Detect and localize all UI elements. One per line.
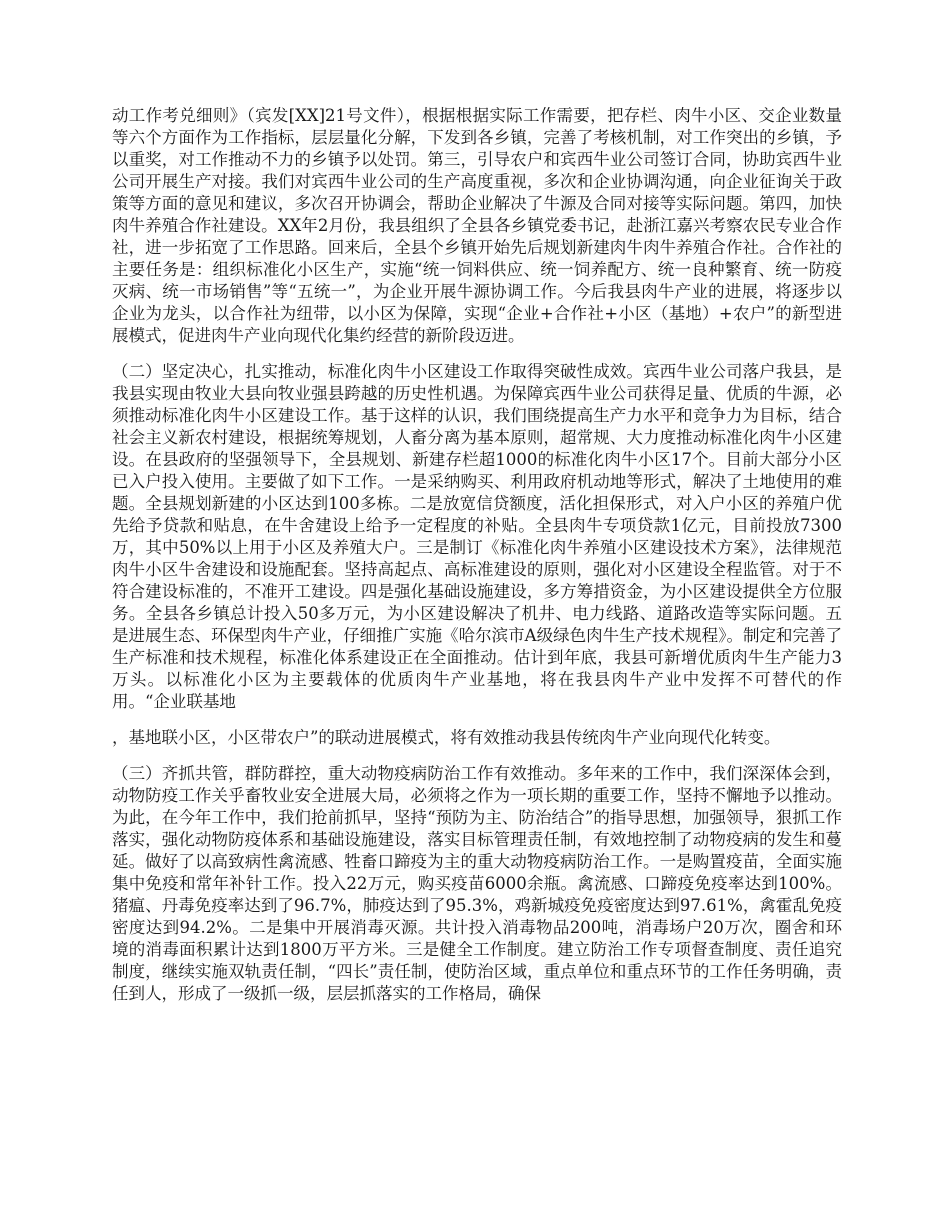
paragraph-4: （三）齐抓共管，群防群控，重大动物疫病防治工作有效推动。多年来的工作中，我们深深体会到，动物防疫工作关乎畜牧业安全进展大局，必须将之作为一项长期的重要工作，坚持不懈地予以推动。为此，在今年工作中，我们抢前抓早，坚持“预防为主、防治结合”的指导思想，加强领导，狠抓工作落实，强化动物防疫体系和基础设施建设，落实目标管理责任制，有效地控制了动物疫病的发生和蔓延。做好了以高致病性禽流感、牲畜口蹄疫为主的重大动物疫病防治工作。一是购置疫苗，全面实施集中免疫和常年补针工作。投入22万元，购买疫苗6000余瓶。禽流感、口蹄疫免疫率达到100%。猪瘟、丹毒免疫率达到了96.7%，肺疫达到了95.3%，鸡新城疫免疫密度达到97.61%，禽霍乱免疫密度达到94.2%。二是集中开展消毒灭源。共计投入消毒物品200吨，消毒场户20万次，圈舍和环境的消毒面积累计达到1800万平方米。三是健全工作制度。建立防治工作专项督查制度、责任追究制度，继续实施双轨责任制，“四长”责任制，使防治区域，重点单位和重点环节的工作任务明确，责任到人，形成了一级抓一级，层层抓落实的工作格局，确保 — [112, 764, 842, 1003]
document-page — [112, 105, 842, 1019]
paragraph-1: 动工作考兑细则》（宾发[XX]21号文件），根据根据实际工作需要，把存栏、肉牛小区、交企业数量等六个方面作为工作指标，层层量化分解，下发到各乡镇，完善了考核机制，对工作突出的乡镇，予以重奖，对工作推动不力的乡镇予以处罚。第三，引导农户和宾西牛业公司签订合同，协助宾西牛业公司开展生产对接。我们对宾西牛业公司的生产高度重视，多次和企业协调沟通，向企业征询关于政策等方面的意见和建议，多次召开协调会，帮助企业解决了牛源及合同对接等实际问题。第四，加快肉牛养殖合作社建设。XX年2月份，我县组织了全县各乡镇党委书记，赴浙江嘉兴考察农民专业合作社，进一步拓宽了工作思路。回来后，全县个乡镇开始先后规划新建肉牛肉牛养殖合作社。合作社的主要任务是：组织标准化小区生产，实施“统一饲料供应、统一饲养配方、统一良种繁育、统一防疫灭病、统一市场销售”等“五统一”，为企业开展牛源协调工作。今后我县肉牛产业的进展，将逐步以企业为龙头，以合作社为纽带，以小区为保障，实现“企业+合作社+小区（基地）+农户”的新型进展模式，促进肉牛产业向现代化集约经营的新阶段迈进。 — [112, 106, 842, 345]
paragraph-3: ，基地联小区，小区带农户”的联动进展模式，将有效推动我县传统肉牛产业向现代化转变。 — [112, 728, 781, 747]
paragraph-2: （二）坚定决心，扎实推动，标准化肉牛小区建设工作取得突破性成效。宾西牛业公司落户我县，是我县实现由牧业大县向牧业强县跨越的历史性机遇。为保障宾西牛业公司获得足量、优质的牛源，必须推动标准化肉牛小区建设工作。基于这样的认识，我们围绕提高生产力水平和竞争力为目标，结合社会主义新农村建设，根据统筹规划，人畜分离为基本原则，超常规、大力度推动标准化肉牛小区建设。在县政府的坚强领导下，全县规划、新建存栏超1000的标准化肉牛小区17个。目前大部分小区已入户投入使用。主要做了如下工作。一是采纳购买、利用政府机动地等形式，解决了土地使用的难题。全县规划新建的小区达到100多栋。二是放宽信贷额度，活化担保形式，对入户小区的养殖户优先给予贷款和贴息，在牛舍建设上给予一定程度的补贴。全县肉牛专项贷款1亿元，目前投放7300万，其中50%以上用于小区及养殖大户。三是制订《标准化肉牛养殖小区建设技术方案》，法律规范肉牛小区牛舍建设和设施配套。坚持高起点、高标准建设的原则，强化对小区建设全程监管。对于不符合建设标准的，不准开工建设。四是强化基础设施建设，多方筹措资金，为小区建设提供全方位服务。全县各乡镇总计投入50多万元，为小区建设解决了机井、电力线路、道路改造等实际问题。五是进展生态、环保型肉牛产业，仔细推广实施《哈尔滨市A级绿色肉牛生产技术规程》。制定和完善了生产标准和技术规程，标准化体系建设正在全面推动。估计到年底，我县可新增优质肉牛生产能力3万头。以标准化小区为主要载体的优质肉牛产业基地，将在我县肉牛产业中发挥不可替代的作用。“企业联基地 — [112, 362, 842, 711]
